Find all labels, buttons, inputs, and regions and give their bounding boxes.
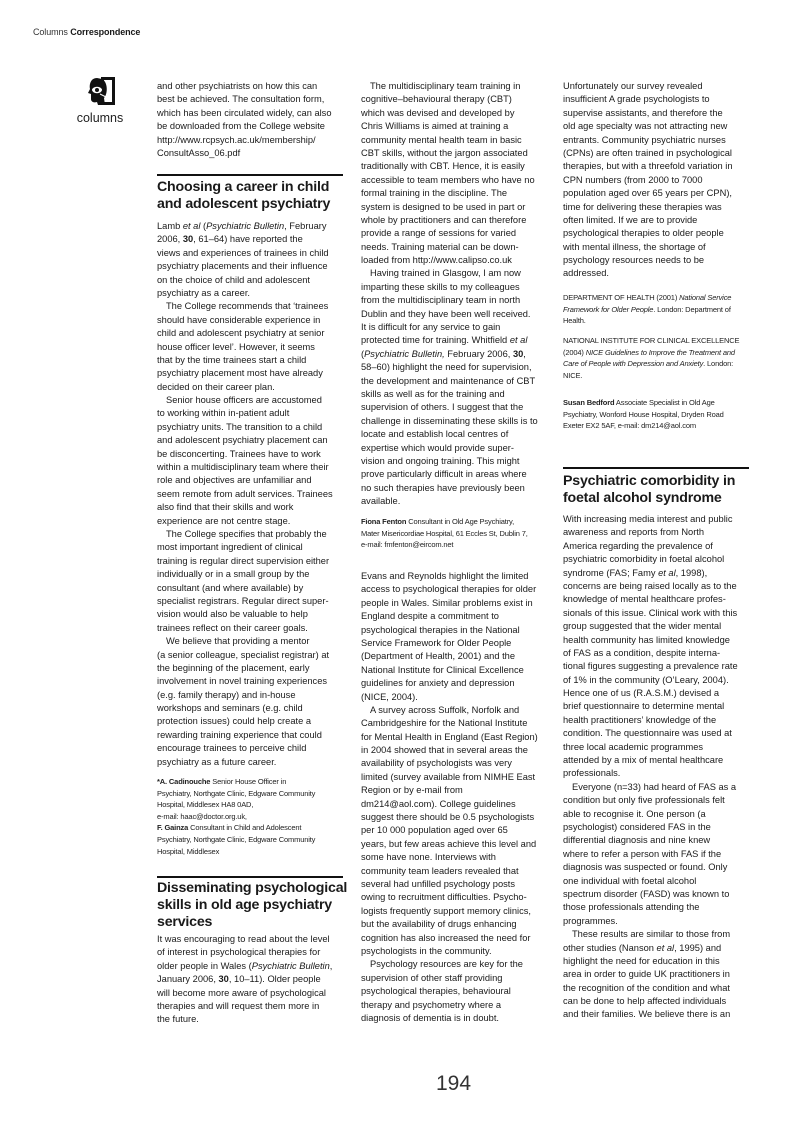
text-line: psychiatry units. The transition to a child: [157, 421, 323, 432]
text-line: [157, 822, 347, 834]
text-line: with mental illness, the shortage of: [563, 241, 706, 252]
text-line: The multidisciplinary team training in: [370, 81, 521, 91]
text-line: best be achieved. The consultation form,: [157, 94, 325, 105]
text-line: knowledge of mental healthcare profes-: [563, 594, 726, 605]
text-line: owing to recruitment difficulties. Psycho-: [361, 892, 527, 903]
text-line: Having trained in Glasgow, I am now: [370, 268, 521, 279]
text-line: Everyone (n=33) had heard of FAS as a: [572, 781, 737, 792]
italic-text: NICE Guidelines to Improve the Treatment and: [585, 347, 735, 357]
text-line: It was encouraging to read about the level: [157, 934, 330, 944]
text-line: differential diagnosis and nine knew: [563, 835, 711, 846]
text-line: be disconcerting. Trainees have to work: [157, 448, 321, 459]
text-line: some have none. Interviews with: [361, 852, 496, 863]
text-line: guidelines for anxiety and depression: [361, 678, 515, 689]
text-line: expertise which would provide super-: [361, 442, 514, 453]
text-line: supervision of others. I suggest that the: [361, 402, 524, 413]
author-signature: [157, 776, 347, 857]
text-line: encourage trainees to perceive child: [157, 743, 307, 754]
italic-text: Care of People with Depression and Anxiety: [563, 359, 704, 369]
text-line: locate and establish local centres of: [361, 429, 509, 440]
text-line: (a senior colleague, specialist registrar) at: [157, 649, 330, 660]
section-title: Correspondence: [70, 27, 141, 37]
text-line: [563, 942, 753, 955]
text-line: seem remote from adult services. Trainees: [157, 488, 333, 499]
text-segment: (: [361, 348, 365, 359]
text-line: that by the time trainees start a child: [157, 354, 307, 365]
text-line: several had unfilled psychology posts: [361, 878, 516, 889]
text-line: Hence one of us (R.A.S.M.) devised a: [563, 688, 720, 699]
text-line: three local academic programmes: [563, 741, 704, 752]
text-line: psychologist) considered FAS in the: [563, 821, 711, 832]
text-line: Psychiatry, Northgate Clinic, Edgware Community: [157, 788, 316, 798]
text-segment: , 10–11). Older people: [228, 974, 321, 985]
text-line: We believe that providing a mentor: [166, 636, 310, 647]
text-line: Hospital, Middlesex: [157, 846, 220, 856]
text-line: cognition has also increased the need for: [361, 932, 531, 943]
text-line: to working within in-patient adult: [157, 408, 290, 419]
text-line: experience are not centre stage.: [157, 515, 291, 526]
text-line: provide a range of sessions for varied: [361, 228, 517, 239]
text-segment: ,: [329, 960, 333, 971]
text-line: psychologists in the community.: [361, 945, 492, 956]
text-line: old age specialty was not attracting new: [563, 121, 728, 132]
text-line: in 2004 showed that in several areas the: [361, 745, 528, 756]
text-line: house officer level’. However, it seems: [157, 341, 315, 352]
heading-line: Choosing a career in child: [157, 179, 330, 195]
heading-line: and adolescent psychiatry: [157, 196, 331, 212]
text-line: decided on their career plan.: [157, 381, 275, 392]
text-line: (e.g. family therapy) and in-house: [157, 689, 296, 700]
text-line: concerns are being raised locally as to the: [563, 580, 737, 591]
text-line: whole by practitioners and can therefore: [361, 214, 527, 225]
text-line: can be done to help affected individuals: [563, 996, 727, 1007]
text-line: be downloaded from the College website: [157, 121, 325, 132]
text-line: imparting these skills to my colleagues: [361, 281, 520, 292]
text-line: system is designed to be used in part or: [361, 201, 526, 212]
text-line: involvement in novel training experiences: [157, 676, 328, 687]
text-line: (Department of Health, 2001) and the: [361, 651, 516, 662]
text-line: Service Framework for Older People: [361, 637, 512, 648]
text-line: Psychiatry, Wonford House Hospital, Dryden Road: [563, 409, 724, 419]
text-line: able to recognise it. One person (a: [563, 808, 706, 819]
text-line: diagnosis of dementia is in doubt.: [361, 1012, 499, 1023]
text-segment: , 1995) and: [674, 942, 722, 953]
text-line: (NICE, 2004).: [361, 691, 418, 702]
text-line: highlight the need for education in this: [563, 955, 720, 966]
text-line: [563, 567, 753, 580]
text-segment: Lamb: [157, 221, 183, 231]
text-line: [361, 334, 551, 347]
text-line: from the multidisciplinary team in north: [361, 295, 521, 306]
text-line: health community has limited knowledge: [563, 634, 730, 645]
text-line: logists frequently support memory clinics,: [361, 905, 531, 916]
text-line: per 10 000 population aged over 65: [361, 825, 508, 836]
text-segment: other studies (Nanson: [563, 942, 657, 953]
text-line: psychological therapies to older people: [563, 228, 724, 239]
article-body-foetal-alcohol: [563, 513, 753, 1022]
text-line: Senior house officers are accustomed: [166, 395, 322, 406]
text-line: one individual with foetal alcohol: [563, 875, 697, 886]
text-segment: syndrome (FAS; Famy: [563, 567, 659, 578]
italic-text: et al: [509, 335, 528, 346]
text-line: protection issues) could help create a: [157, 716, 312, 727]
text-line: With increasing media interest and public: [563, 514, 733, 524]
text-segment: DEPARTMENT OF HEALTH (2001): [563, 293, 680, 302]
text-line: should have considerable experience in: [157, 314, 321, 325]
text-line: those professionals attending the: [563, 902, 700, 913]
text-line: area in order to guide UK practitioners in: [563, 969, 730, 980]
text-segment: , 1998),: [675, 567, 708, 578]
text-line: addressed.: [563, 268, 609, 279]
text-line: Dublin and they have been well received.: [361, 308, 531, 319]
text-line: where to refer a person with FAS if the: [563, 848, 722, 859]
text-line: England despite a commitment to: [361, 611, 499, 622]
text-line: therapies and will request them more in: [157, 1000, 320, 1011]
text-line: e-mail: fmfenton@eircom.net: [361, 540, 454, 550]
text-line: NATIONAL INSTITUTE FOR CLINICAL EXCELLENCE: [563, 336, 740, 345]
text-line: [563, 358, 753, 370]
heading-line: services: [157, 914, 213, 930]
article-body-choosing-career: [157, 220, 347, 769]
text-line: brief questionnaire to determine mental: [563, 701, 725, 712]
text-line: [563, 397, 753, 409]
text-line: but the availability of drugs enhancing: [361, 919, 517, 930]
italic-text: et al: [182, 221, 201, 231]
bold-text: Susan Bedford: [563, 398, 615, 407]
text-line: professionals.: [563, 768, 621, 779]
letter-body-fenton: [361, 80, 551, 509]
heading-line: foetal alcohol syndrome: [563, 490, 722, 506]
text-line: The College recommends that ‘trainees: [166, 301, 329, 312]
bold-text: 30: [218, 974, 229, 985]
text-line: psychological therapies in the National: [361, 624, 520, 635]
text-segment: . London:: [703, 359, 734, 369]
text-line: [361, 516, 551, 528]
bold-text: 30: [512, 348, 524, 359]
text-line: Psychiatry, Northgate Clinic, Edgware Community: [157, 834, 316, 844]
text-line: role and objectives are unfamiliar and: [157, 475, 312, 486]
text-line: the beginning of the placement, early: [157, 662, 310, 673]
text-line: the future.: [157, 1014, 199, 1025]
text-line: which has been circulated widely, can also: [157, 107, 332, 118]
text-line: therapy and psychometry where a: [361, 999, 502, 1010]
letter-continued-text: [157, 80, 347, 160]
text-line: population aged over 65 years per CPN),: [563, 188, 732, 199]
italic-text: Psychiatric Bulletin,: [364, 348, 445, 359]
text-line: prove particularly difficult in areas where: [361, 469, 527, 480]
text-line: Mater Misericordiae Hospital, 61 Eccles St, Dublin 7,: [361, 528, 528, 538]
text-line: e-mail: haac@doctor.org.uk,: [157, 811, 247, 821]
text-line: needs. Training material can be down-: [361, 241, 519, 252]
running-header: [33, 27, 140, 37]
italic-text: National Service: [679, 293, 732, 302]
letter-body-bedford: [361, 570, 551, 1025]
text-segment: (2004): [563, 347, 586, 357]
author-signature: [361, 516, 551, 551]
section-divider: [157, 174, 343, 176]
text-line: and their families. We believe there is an: [563, 1009, 731, 1020]
reference-entry: [563, 335, 753, 381]
text-segment: , February: [284, 221, 327, 231]
text-line: no such therapies have previously been: [361, 482, 525, 493]
text-line: views and experiences of trainees in child: [157, 247, 329, 258]
text-line: A survey across Suffolk, Norfolk and: [370, 704, 520, 715]
text-line: [563, 292, 753, 304]
text-line: diagnosis was suspected or found. Only: [563, 862, 728, 873]
columns-logo-label: columns: [76, 111, 124, 125]
text-line: also find that their skills and work: [157, 502, 294, 513]
text-line: Cambridgeshire for the National Institute: [361, 718, 528, 729]
text-line: years, but few areas achieve this level and: [361, 838, 537, 849]
text-line: NICE.: [563, 370, 583, 380]
text-line: trainees reflect on their career goals.: [157, 622, 308, 633]
text-line: for Mental Health in England (East Region): [361, 731, 538, 742]
text-line: of FAS as a condition, despite interna-: [563, 647, 721, 658]
text-line: consultant (and where available) by: [157, 582, 304, 593]
text-line: Psychology resources are key for the: [370, 959, 523, 970]
text-line: loaded from http://www.calipso.co.uk: [361, 255, 512, 266]
text-line: training is regular direct supervision either: [157, 555, 330, 566]
text-line: [157, 220, 347, 233]
text-line: health practitioners’ knowledge of the: [563, 714, 717, 725]
text-line: attended by a mix of mental healthcare: [563, 755, 724, 766]
text-segment: February 2006,: [444, 348, 513, 359]
text-line: awareness and reports from North: [563, 527, 705, 538]
section-divider: [563, 467, 749, 469]
text-line: [563, 304, 753, 316]
text-line: http://www.rcpsych.ac.uk/membership/: [157, 134, 316, 145]
italic-text: Psychiatric Bulletin: [251, 960, 330, 971]
text-line: limited (survey available from NIMHE East: [361, 771, 536, 782]
text-line: [157, 973, 347, 986]
text-line: workshops and seminars (e.g. child: [157, 703, 303, 714]
text-line: Unfortunately our survey revealed: [563, 81, 703, 91]
text-line: entrants. Community psychiatric nurses: [563, 134, 726, 145]
text-line: National Institute for Clinical Excellence: [361, 664, 524, 675]
text-line: psychiatry as a future career.: [157, 756, 277, 767]
article-heading-foetal-alcohol: [563, 473, 753, 507]
text-segment: Consultant in Old Age Psychiatry,: [406, 517, 515, 526]
text-line: traditionally with CBT. Hence, it is easily: [361, 161, 525, 172]
article-heading-choosing-career: [157, 179, 347, 213]
text-line: available.: [361, 496, 401, 507]
author-signature: [563, 397, 753, 432]
text-line: cognitive–behavioural therapy (CBT): [361, 94, 512, 105]
text-line: [157, 233, 347, 246]
text-line: within a multidisciplinary team where their: [157, 462, 329, 473]
text-line: It is difficult for any service to gain: [361, 322, 501, 333]
text-line: tional figures suggesting a prevalence rate: [563, 661, 738, 672]
text-line: child and adolescent psychiatry at senior: [157, 328, 325, 339]
text-line: sionals of this issue. Clinical work with this: [563, 607, 738, 618]
text-line: Health.: [563, 316, 586, 326]
text-line: accessible to team members who have no: [361, 174, 535, 185]
italic-text: Framework for Older People: [563, 304, 654, 314]
bold-text: 30: [182, 234, 194, 245]
text-line: CBT skills, without the jargon associated: [361, 147, 528, 158]
bold-text: Fiona Fenton: [361, 517, 407, 526]
text-line: formal training in the discipline. The: [361, 188, 508, 199]
text-line: rewarding training experience that could: [157, 729, 322, 740]
italic-text: et al: [656, 942, 675, 953]
text-line: (CPNs) are often trained in psychological: [563, 147, 732, 158]
text-line: condition. The questionnaire was used at: [563, 728, 732, 739]
text-line: challenge in disseminating these skills is to: [361, 415, 538, 426]
text-segment: Associate Specialist in Old Age: [614, 398, 715, 407]
text-line: individually or in a small group by the: [157, 569, 310, 580]
text-line: CPN numbers (from 2000 to 7000: [563, 174, 703, 185]
text-segment: (: [200, 221, 207, 231]
text-line: psychological therapies, behavioural: [361, 986, 511, 997]
text-line: supervision of other staff providing: [361, 972, 503, 983]
text-line: community team leaders revealed that: [361, 865, 519, 876]
bold-text: *A. Cadinouche: [157, 777, 211, 786]
text-line: the development and maintenance of CBT: [361, 375, 536, 386]
text-line: access to psychological therapies for older: [361, 584, 537, 595]
text-line: programmes.: [563, 915, 618, 926]
text-line: the recognition of the condition and what: [563, 982, 730, 993]
heading-line: Disseminating psychological: [157, 880, 348, 896]
text-line: and adolescent psychiatry placement can: [157, 435, 328, 446]
text-line: dm214@aol.com). College guidelines: [361, 798, 516, 809]
text-segment: ,: [523, 348, 526, 359]
text-line: Chris Williams is aimed at training a: [361, 121, 509, 132]
text-line: The College specifies that probably the: [166, 528, 327, 539]
text-line: of 1% in the community (O’Leary, 2004).: [563, 674, 729, 685]
text-line: psychology resources needs to be: [563, 255, 705, 266]
text-line: America regarding the prevalence of: [563, 540, 713, 551]
article-body-disseminating-skills: [157, 933, 347, 1027]
text-segment: January 2006,: [157, 974, 219, 985]
text-line: These results are similar to those from: [572, 929, 731, 940]
text-line: [157, 776, 347, 788]
text-line: skills as well as for the training and: [361, 388, 505, 399]
text-line: most important ingredient of clinical: [157, 542, 303, 553]
columns-logo-icon: [88, 76, 116, 106]
text-line: [157, 960, 347, 973]
text-line: vision would also be valuable to help: [157, 609, 308, 620]
text-line: psychiatry placements and their influence: [157, 261, 328, 272]
section-divider: [157, 876, 343, 878]
text-line: supervise assistants, and therefore the: [563, 107, 723, 118]
heading-line: Psychiatric comorbidity in: [563, 473, 736, 489]
text-line: ConsultAsso_06.pdf: [157, 147, 241, 158]
text-line: 58–60) highlight the need for supervision,: [361, 362, 532, 373]
text-line: Exeter EX2 5AF, e-mail: dm214@aol.com: [563, 421, 696, 431]
reference-entry: [563, 292, 753, 327]
text-line: specialist registrars. Regular direct super-: [157, 595, 329, 606]
text-line: spectrum disorder (FASD) was known to: [563, 888, 730, 899]
text-line: [563, 347, 753, 359]
text-segment: , 61–64) have reported the: [193, 234, 303, 245]
text-line: of interest in psychological therapies for: [157, 947, 321, 958]
text-segment: . London: Department of: [653, 304, 731, 314]
text-segment: protected time for training. Whitfield: [361, 335, 510, 346]
text-segment: 2006,: [157, 234, 183, 245]
text-line: suggest there should be 0.5 psychologists: [361, 812, 535, 823]
text-line: people in Wales. Similar problems exist in: [361, 597, 533, 608]
section-label: Columns: [33, 27, 68, 37]
text-line: will become more aware of psychological: [157, 987, 326, 998]
text-segment: Senior House Officer in: [210, 777, 287, 786]
italic-text: Psychiatric Bulletin: [206, 221, 285, 231]
text-line: Region or by e-mail from: [361, 785, 463, 796]
text-line: time for delivering these therapies was: [563, 201, 722, 212]
text-line: psychiatric comorbidity in foetal alcohol: [563, 554, 725, 565]
text-line: [361, 348, 551, 361]
text-line: vision and ongoing training. This might: [361, 455, 520, 466]
text-segment: older people in Wales (: [157, 960, 252, 971]
text-line: often limited. If we are to provide: [563, 214, 698, 225]
text-line: Evans and Reynolds highlight the limited: [361, 571, 529, 581]
italic-text: et al: [658, 567, 676, 578]
text-line: and other psychiatrists on how this can: [157, 81, 318, 91]
text-line: group suggested that the wider mental: [563, 621, 722, 632]
page-number: 194: [436, 1072, 472, 1095]
text-line: Hospital, Middlesex HA8 0AD,: [157, 800, 254, 810]
text-line: therapies, but with a threefold variation in: [563, 161, 733, 172]
text-line: on the choice of child and adolescent: [157, 274, 310, 285]
text-segment: Consultant in Child and Adolescent: [188, 823, 302, 833]
letter-body-bedford-continued: [563, 80, 753, 281]
text-line: insufficient A grade psychologists to: [563, 94, 710, 105]
text-line: condition but only five professionals felt: [563, 795, 725, 806]
text-line: psychiatry as a career.: [157, 287, 251, 298]
text-line: availability of psychologists was very: [361, 758, 512, 769]
article-heading-disseminating-skills: [157, 880, 347, 931]
text-line: psychiatry placement most have already: [157, 368, 323, 379]
heading-line: skills in old age psychiatry: [157, 897, 332, 913]
text-line: which was devised and developed by: [361, 107, 515, 118]
text-line: community mental health team in basic: [361, 134, 522, 145]
bold-text: F. Gainza: [157, 823, 189, 833]
